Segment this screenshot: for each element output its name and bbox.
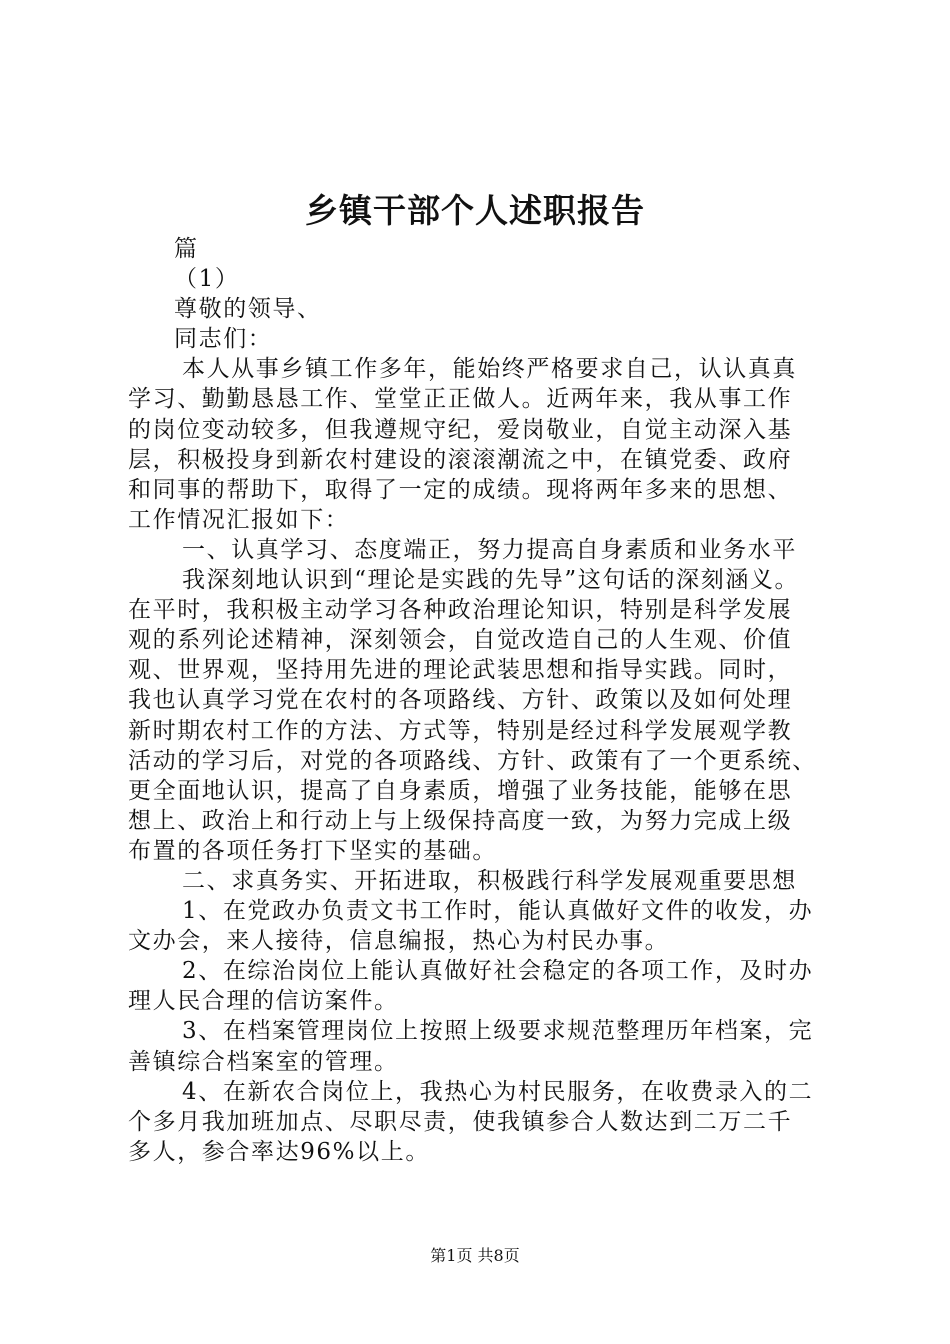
paragraph-line: 工作情况汇报如下： <box>128 506 350 533</box>
document-title: 乡镇干部个人述职报告 <box>305 191 645 230</box>
paragraph-line: 的岗位变动较多，但我遵规守纪，爱岗敬业，自觉主动深入基 <box>128 416 793 443</box>
paragraph-line: 3、在档案管理岗位上按照上级要求规范整理历年档案，完 <box>182 1018 814 1045</box>
paragraph-line: 想上、政治上和行动上与上级保持高度一致，为努力完成上级 <box>128 807 793 834</box>
paragraph-line: 布置的各项任务打下坚实的基础。 <box>128 837 497 864</box>
section-heading: 一、认真学习、态度端正，努力提高自身素质和业务水平 <box>182 536 797 563</box>
paragraph-line: 2、在综治岗位上能认真做好社会稳定的各项工作，及时办 <box>182 958 814 985</box>
paragraph-line: 个多月我加班加点、尽职尽责，使我镇参合人数达到二万二千 <box>128 1108 793 1135</box>
salutation-line: 同志们： <box>174 326 273 353</box>
paragraph-line: 层，积极投身到新农村建设的滚滚潮流之中，在镇党委、政府 <box>128 446 793 473</box>
paragraph-line: 1、在党政办负责文书工作时，能认真做好文件的收发，办 <box>182 898 814 925</box>
document-body <box>128 234 838 1167</box>
text-line: 篇 <box>174 236 199 262</box>
salutation-line: 尊敬的领导、 <box>174 296 322 323</box>
paragraph-line: 新时期农村工作的方法、方式等，特别是经过科学发展观学教 <box>128 717 793 744</box>
paragraph-line: 4、在新农合岗位上，我热心为村民服务，在收费录入的二 <box>182 1078 814 1105</box>
paragraph-line: 观、世界观，坚持用先进的理论武装思想和指导实践。同时， <box>128 657 793 684</box>
paragraph-line: 更全面地认识，提高了自身素质，增强了业务技能，能够在思 <box>128 777 793 804</box>
text-line: （1） <box>174 266 240 293</box>
paragraph-line: 和同事的帮助下，取得了一定的成绩。现将两年多来的思想、 <box>128 476 793 503</box>
paragraph-line: 我也认真学习党在农村的各项路线、方针、政策以及如何处理 <box>128 687 793 714</box>
paragraph-line: 观的系列论述精神，深刻领会，自觉改造自己的人生观、价值 <box>128 627 793 654</box>
paragraph-line: 本人从事乡镇工作多年，能始终严格要求自己，认认真真 <box>182 356 797 383</box>
paragraph-line: 我深刻地认识到“理论是实践的先导”这句话的深刻涵义。 <box>182 567 800 594</box>
page-footer: 第1页 共8页 <box>430 1246 520 1265</box>
paragraph-line: 在平时，我积极主动学习各种政治理论知识，特别是科学发展 <box>128 597 793 624</box>
section-heading: 二、求真务实、开拓进取，积极践行科学发展观重要思想 <box>182 867 797 894</box>
paragraph-line: 多人，参合率达96%以上。 <box>128 1138 430 1165</box>
paragraph-line: 理人民合理的信访案件。 <box>128 988 399 1015</box>
paragraph-line: 活动的学习后，对党的各项路线、方针、政策有了一个更系统、 <box>128 747 817 774</box>
paragraph-line: 学习、勤勤恳恳工作、堂堂正正做人。近两年来，我从事工作 <box>128 386 793 413</box>
paragraph-line: 文办会，来人接待，信息编报，热心为村民办事。 <box>128 928 670 955</box>
paragraph-line: 善镇综合档案室的管理。 <box>128 1048 399 1075</box>
